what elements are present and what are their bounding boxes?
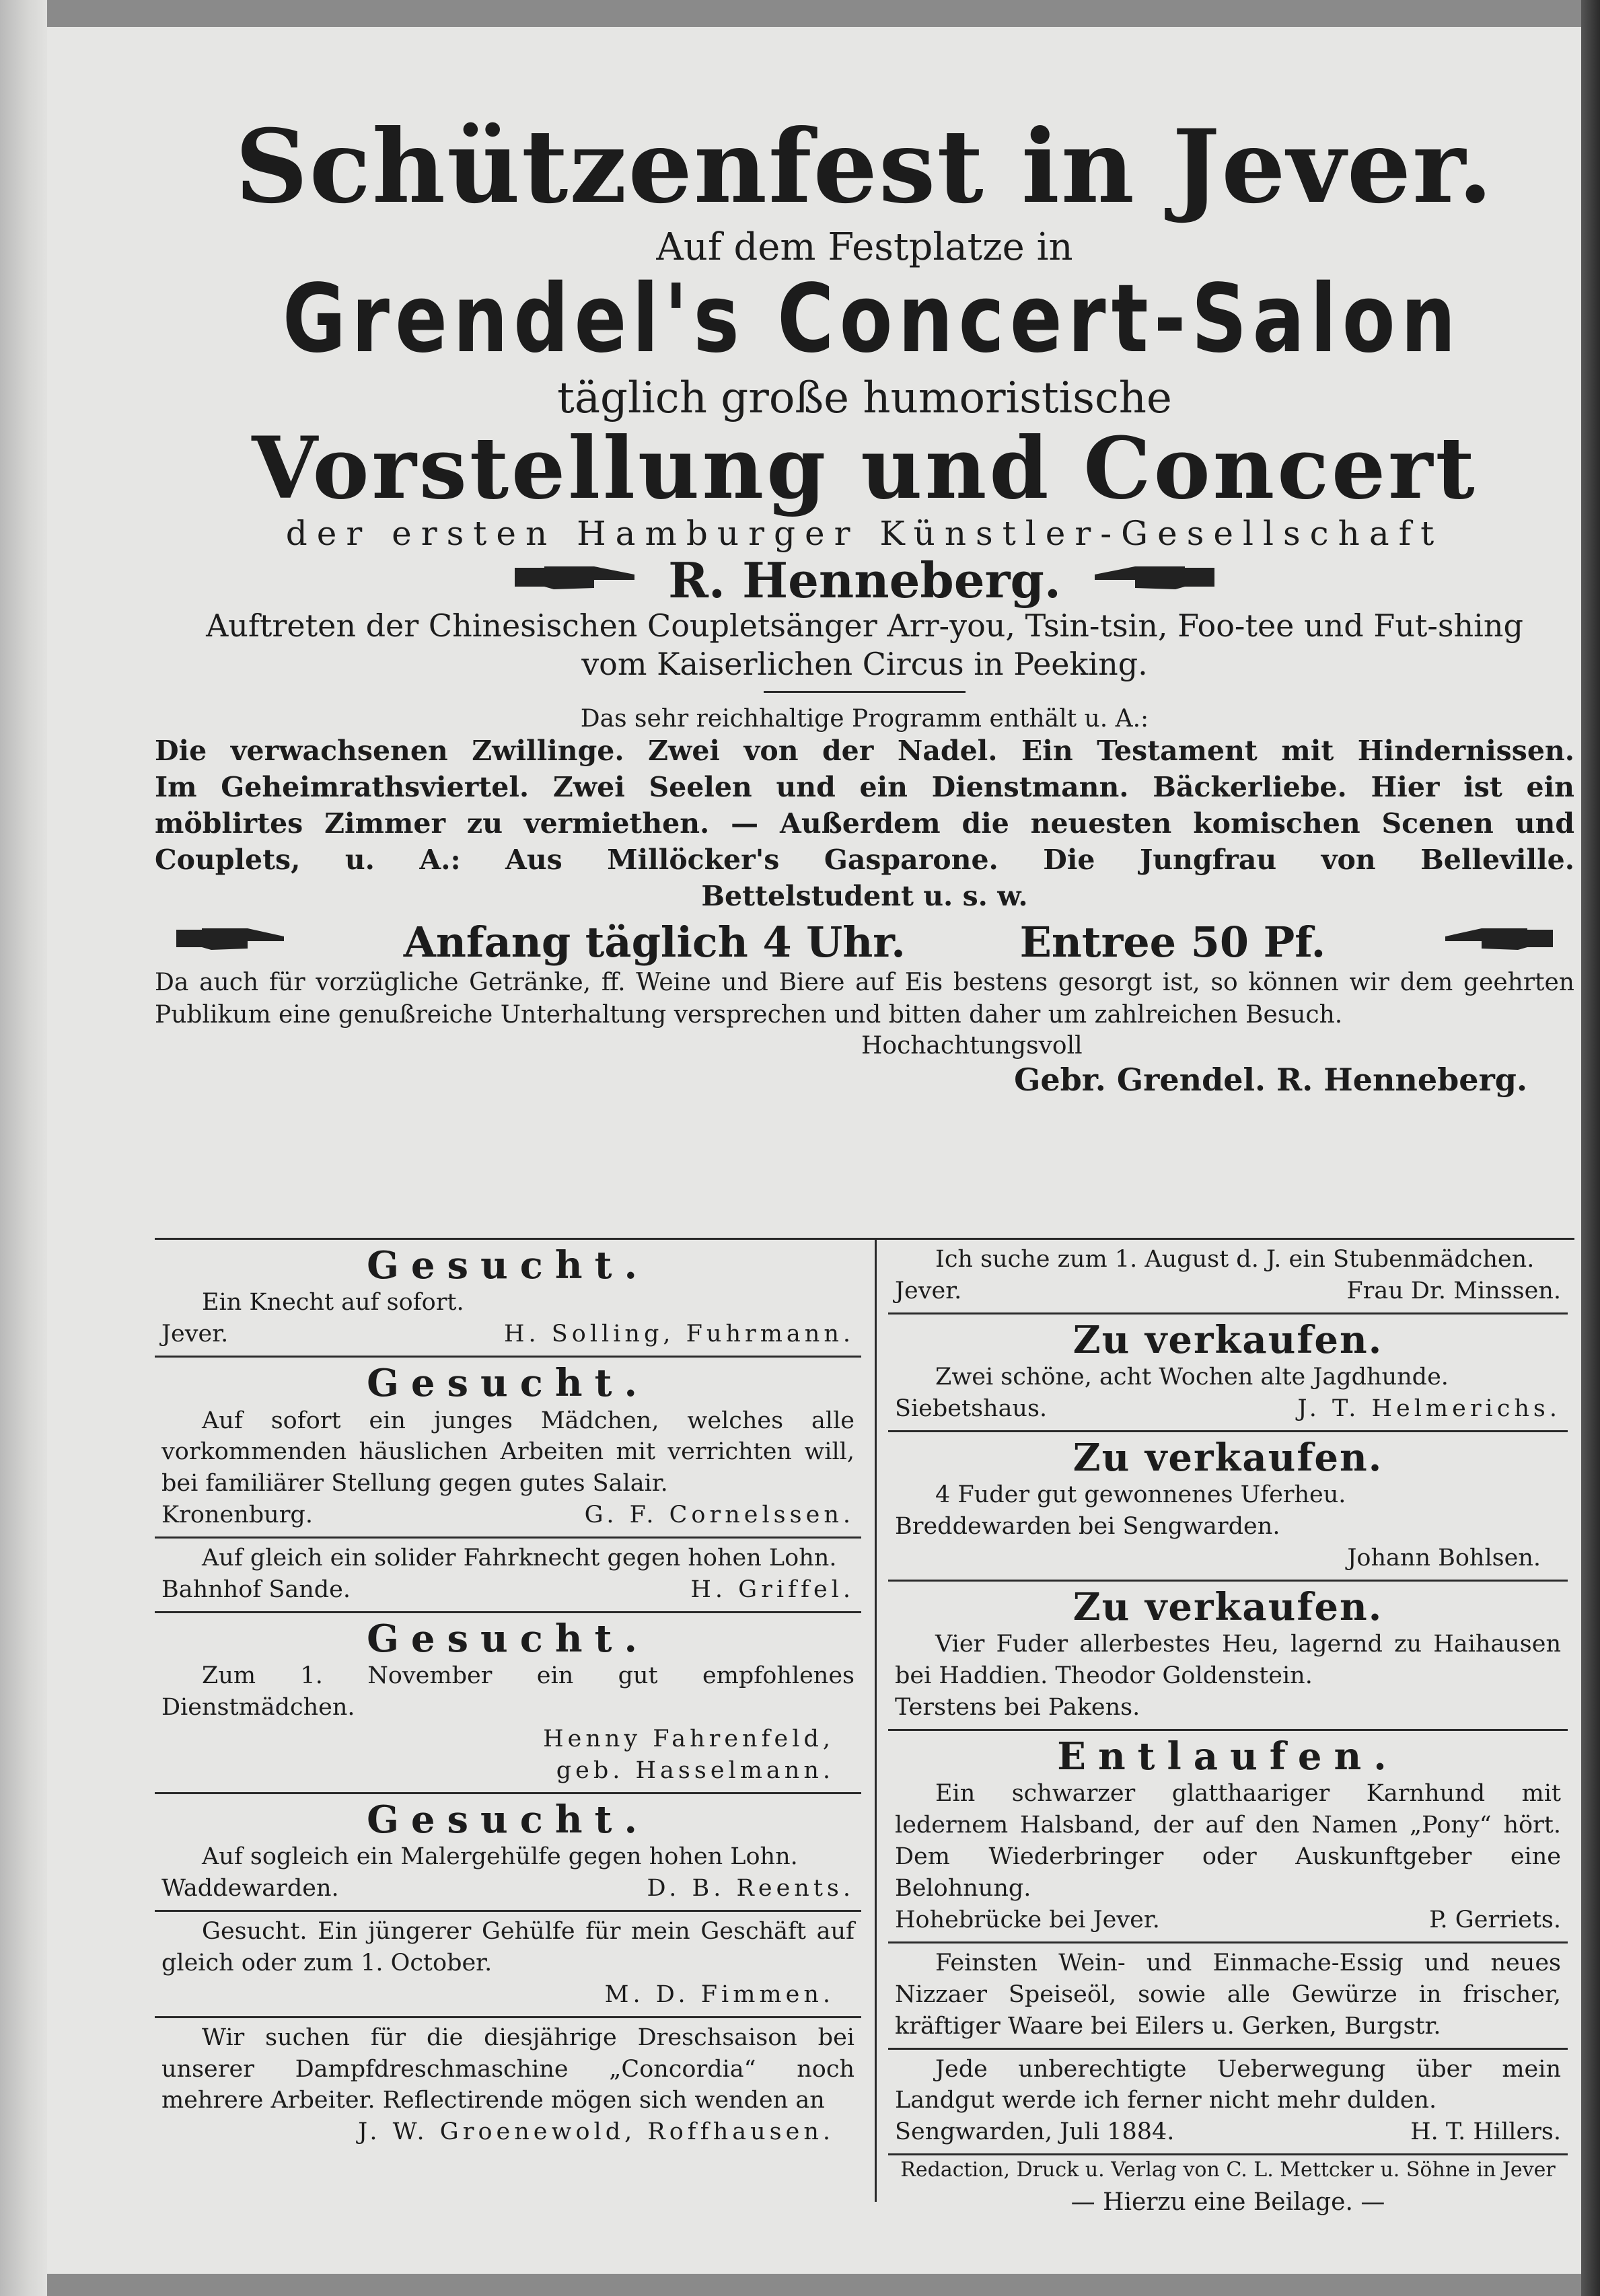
program-intro: Das sehr reichhaltige Programm enthält u. A.: xyxy=(580,704,1149,733)
classified-ad xyxy=(155,2018,861,2154)
classified-ad xyxy=(888,1731,1568,1943)
classified-ad xyxy=(888,1314,1568,1432)
classified-ad xyxy=(155,1912,861,2018)
ad-body: Breddewarden bei Sengwarden. xyxy=(895,1513,1280,1541)
company-name: R. Henneberg. xyxy=(668,551,1061,609)
classified-ad xyxy=(155,1240,861,1358)
ad-name: H. T. Hillers. xyxy=(1410,2118,1561,2146)
ad-heading: Zu verkaufen. xyxy=(1072,1585,1383,1630)
classified-ad xyxy=(888,1582,1568,1731)
ad-name: H. Griffel. xyxy=(690,1576,854,1604)
ad-place: Jever. xyxy=(161,1321,229,1348)
advertisement-page xyxy=(155,108,1574,2216)
ad-place: Sengwarden, Juli 1884. xyxy=(895,2118,1175,2146)
ad-body: Zum 1. November ein gut empfohlenes Dienstmädchen. xyxy=(161,1662,854,1721)
ad-body: 4 Fuder gut gewonnenes Uferheu. xyxy=(935,1481,1346,1509)
ad-name: D. B. Reents. xyxy=(647,1875,854,1902)
ad-heading: Gesucht. xyxy=(367,1797,649,1842)
ad-heading: Gesucht. xyxy=(367,1616,649,1661)
classified-ad xyxy=(155,1613,861,1794)
classified-ads xyxy=(155,1238,1574,2216)
program-line: Im Geheimrathsviertel. Zwei Seelen und ein Dienstmann. Bäckerliebe. Hier ist ein xyxy=(155,771,1574,804)
ad-name: geb. Hasselmann. xyxy=(556,1756,834,1784)
ad-name: M. D. Fimmen. xyxy=(604,1980,834,2008)
circus-line: vom Kaiserlichen Circus in Peeking. xyxy=(581,646,1148,683)
ad-body: Wir suchen für die diesjährige Dreschsaison bei unserer Dampfdreschmaschine „Concordia“ noch mehrere Arbeiter. Reflectirende mögen sich wenden an xyxy=(161,2024,854,2114)
regards: Hochachtungsvoll xyxy=(861,1031,1083,1060)
performers-line: Auftreten der Chinesischen Coupletsänger Arr-you, Tsin-tsin, Foo-tee und Fut-shing xyxy=(206,607,1523,644)
ad-body: Feinsten Wein- und Einmache-Essig und neues Nizzaer Speiseöl, sowie alle Gewürze in frischer, kräftiger Waare bei Eilers u. Gerken, Burgstr. xyxy=(895,1949,1561,2040)
ad-body: Gesucht. Ein jüngerer Gehülfe für mein Geschäft auf gleich oder zum 1. October. xyxy=(161,1918,854,1976)
subline-location: Auf dem Festplatze in xyxy=(656,225,1073,269)
ad-place: Kronenburg. xyxy=(161,1502,313,1529)
signature: Gebr. Grendel. R. Henneberg. xyxy=(1014,1062,1527,1099)
classified-ad xyxy=(888,1240,1568,1314)
ad-place: Terstens bei Pakens. xyxy=(895,1694,1140,1721)
right-column xyxy=(888,1240,1568,2220)
ad-body: Zwei schöne, acht Wochen alte Jagdhunde. xyxy=(935,1364,1449,1391)
show-title: Vorstellung und Concert xyxy=(252,418,1478,519)
company-row xyxy=(155,551,1574,609)
pointing-hand-right-icon xyxy=(175,918,289,967)
ad-body: Ein Knecht auf sofort. xyxy=(202,1289,464,1317)
headline: Schützenfest in Jever. xyxy=(235,108,1494,226)
ad-place: Siebetshaus. xyxy=(895,1395,1048,1423)
pointing-hand-right-icon xyxy=(513,554,641,607)
program-line: Bettelstudent u. s. w. xyxy=(701,880,1028,913)
ad-heading: Zu verkaufen. xyxy=(1072,1435,1383,1480)
ad-name: Johann Bohlsen. xyxy=(1347,1545,1541,1572)
ad-body: Vier Fuder allerbestes Heu, lagernd zu Haihausen bei Haddien. Theodor Goldenstein. xyxy=(895,1631,1561,1690)
ad-name: J. W. Groenewold, Roffhausen. xyxy=(358,2118,834,2146)
divider xyxy=(764,691,966,693)
classified-ad xyxy=(888,1943,1568,2050)
start-time: Anfang täglich 4 Uhr. xyxy=(403,917,906,967)
ad-name: J. T. Helmerichs. xyxy=(1297,1395,1561,1423)
ad-body: Ein schwarzer glatthaariger Karnhund mit ledernem Halsband, der auf den Namen „Pony“ hört. Dem Wiederbringer oder Auskunftgeber eine Belohnung. xyxy=(895,1780,1561,1902)
ad-name: G. F. Cornelssen. xyxy=(584,1502,854,1529)
classified-ad xyxy=(155,1794,861,1912)
page-edge xyxy=(1581,0,1600,2296)
subline-daily: täglich große humoristische xyxy=(557,373,1172,423)
ad-body: Jede unberechtigte Ueberwegung über mein Landgut werde ich ferner nicht mehr dulden. xyxy=(895,2055,1561,2114)
program-line: möblirtes Zimmer zu vermiethen. — Außerdem die neuesten komischen Scenen und xyxy=(155,807,1574,840)
entry-price: Entree 50 Pf. xyxy=(1019,917,1326,967)
ad-name: H. Solling, Fuhrmann. xyxy=(504,1321,854,1348)
pointing-hand-left-icon xyxy=(1088,554,1216,607)
start-entry-row xyxy=(155,918,1574,967)
ad-heading: Zu verkaufen. xyxy=(1072,1317,1383,1362)
subline-company: der ersten Hamburger Künstler-Gesellschaft xyxy=(285,513,1444,553)
supplement-note: — Hierzu eine Beilage. — xyxy=(1070,2188,1385,2216)
ad-place: Bahnhof Sande. xyxy=(161,1576,351,1604)
ad-body: Auf sofort ein junges Mädchen, welches alle vorkommenden häuslichen Arbeiten mit verrichten will, bei familiärer Stellung gegen gutes Salair. xyxy=(161,1407,854,1497)
ad-body: Auf sogleich ein Malergehülfe gegen hohen Lohn. xyxy=(202,1843,798,1871)
program-text: Da auch für vorzügliche Getränke, ff. Weine und Biere auf Eis bestens gesorgt ist, so können wir dem geehrten Publikum eine genußreiche Unterhaltung versprechen und bitten daher um zahlreichen Besuch. xyxy=(155,968,1574,1029)
classified-ad xyxy=(155,1358,861,1539)
classified-ad xyxy=(888,2050,1568,2156)
classified-ad xyxy=(888,1432,1568,1582)
program-line: Couplets, u. A.: Aus Millöcker's Gasparone. Die Jungfrau von Belleville. xyxy=(155,844,1574,877)
classified-ad xyxy=(155,1539,861,1613)
ad-body: Ich suche zum 1. August d. J. ein Stubenmädchen. xyxy=(935,1246,1535,1273)
left-column xyxy=(155,1240,861,2153)
ad-heading: Entlaufen. xyxy=(1057,1734,1399,1779)
ad-place: Jever. xyxy=(895,1277,962,1304)
venue-name: Grendel's Concert-Salon xyxy=(282,264,1461,374)
ad-place: Waddewarden. xyxy=(161,1875,339,1902)
imprint: Redaction, Druck u. Verlag von C. L. Mettcker u. Söhne in Jever xyxy=(900,2158,1556,2182)
ad-heading: Gesucht. xyxy=(367,1361,649,1406)
ad-heading: Gesucht. xyxy=(367,1243,649,1288)
column-divider xyxy=(875,1240,877,2202)
ad-name: P. Gerriets. xyxy=(1429,1906,1561,1934)
program-line: Die verwachsenen Zwillinge. Zwei von der Nadel. Ein Testament mit Hindernissen. xyxy=(155,734,1574,767)
ad-body: Auf gleich ein solider Fahrknecht gegen hohen Lohn. xyxy=(202,1545,837,1572)
ad-name: Frau Dr. Minssen. xyxy=(1346,1277,1561,1304)
pointing-hand-left-icon xyxy=(1440,918,1554,967)
ad-name: Henny Fahrenfeld, xyxy=(543,1726,834,1753)
ad-place: Hohebrücke bei Jever. xyxy=(895,1906,1160,1934)
book-binding xyxy=(0,0,47,2296)
